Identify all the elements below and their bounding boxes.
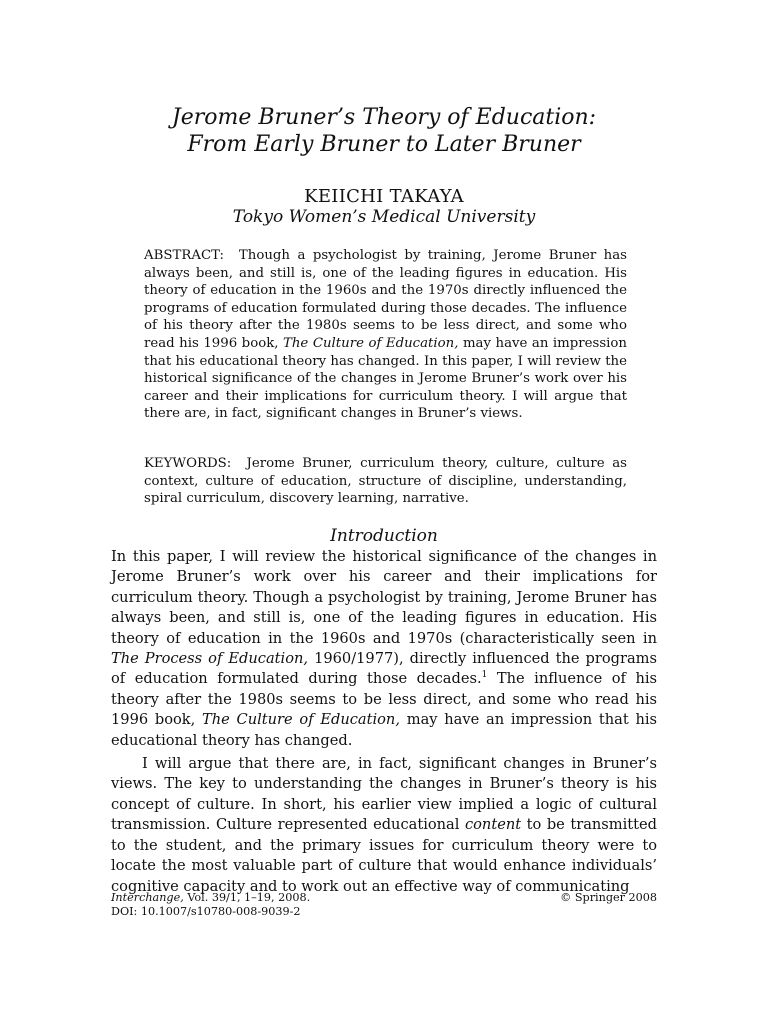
footer-copyright: © Springer 2008 — [560, 891, 657, 904]
abstract-text-a: Though a psychologist by training, Jerome Bruner has always been, and still is, one of the leading figures in education. His theory of education in the 1960s and the 1970s directly influenced the programs of education formulated during those decades. The influence of his theory after the 1980s seems to be less direct, and some who read his 1996 book, — [144, 248, 627, 351]
author-name: KEIICHI TAKAYA — [304, 186, 464, 207]
section-heading-introduction: Introduction — [330, 526, 438, 546]
footer-volume: Vol. 39/1, 1–19, 2008. — [187, 891, 311, 904]
p1-book-title-2: The Culture of Education, — [202, 711, 400, 729]
footer-journal: Interchange, — [111, 891, 184, 904]
p1-text-d: may have an impression that his educational theory has changed. — [111, 711, 658, 749]
page-footer — [111, 891, 657, 919]
keywords-label: KEYWORDS: — [144, 456, 232, 471]
paragraph-2 — [111, 754, 657, 897]
author-affiliation: Tokyo Women’s Medical University — [232, 207, 536, 227]
paper-title — [0, 104, 768, 158]
abstract-label: ABSTRACT: — [144, 248, 225, 263]
introduction-body — [111, 547, 657, 897]
abstract — [144, 247, 627, 423]
abstract-book-title: The Culture of Education, — [283, 335, 459, 351]
p1-book-title-1: The Process of Education, — [111, 650, 309, 668]
footnote-marker: 1 — [481, 670, 488, 681]
p1-text-a: In this paper, I will review the historical significance of the changes in Jerome Bruner’s work over his career and their implications for curriculum theory. Though a psychologist by training, Jerome Bruner has always been, and still is, one of the leading figures in education. His theory of education in the 1960s and 1970s (characteristically seen in — [111, 548, 657, 647]
keywords — [144, 455, 627, 508]
paragraph-1 — [111, 547, 657, 751]
p2-text-a: I will argue that there are, in fact, significant changes in Bruner’s views. The key to understanding the changes in Bruner’s theory is his concept of culture. In short, his earlier view implied a logic of cultural transmission. Culture represented educational — [111, 755, 657, 834]
abstract-text-b: may have an impression that his educational theory has changed. In this paper, I will review the historical significance of the changes in Jerome Bruner’s work over his career and their implications for curriculum theory. I will argue that there are, in fact, significant changes in Bruner’s views. — [144, 335, 627, 422]
p1-text-c: The influence of his theory after the 1980s seems to be less direct, and some who read his 1996 book, — [111, 670, 658, 729]
p2-text-b: to be transmitted to the student, and the primary issues for curriculum theory were to locate the most valuable part of culture that would enhance individuals’ cognitive capacity and to work out an effective way of communicating — [111, 816, 657, 895]
footer-citation — [111, 891, 310, 905]
title-line-2: From Early Bruner to Later Bruner — [187, 132, 581, 157]
keywords-text: Jerome Bruner, curriculum theory, culture, culture as context, culture of education, structure of discipline, understanding, spiral curriculum, discovery learning, narrative. — [144, 456, 627, 507]
footer-doi: DOI: 10.1007/s10780-008-9039-2 — [111, 905, 301, 918]
p2-emphasis: content — [464, 816, 522, 834]
p1-text-b: 1960/1977), directly influenced the programs of education formulated during those decades. — [111, 650, 657, 688]
title-line-1: Jerome Bruner’s Theory of Education: — [171, 105, 597, 130]
